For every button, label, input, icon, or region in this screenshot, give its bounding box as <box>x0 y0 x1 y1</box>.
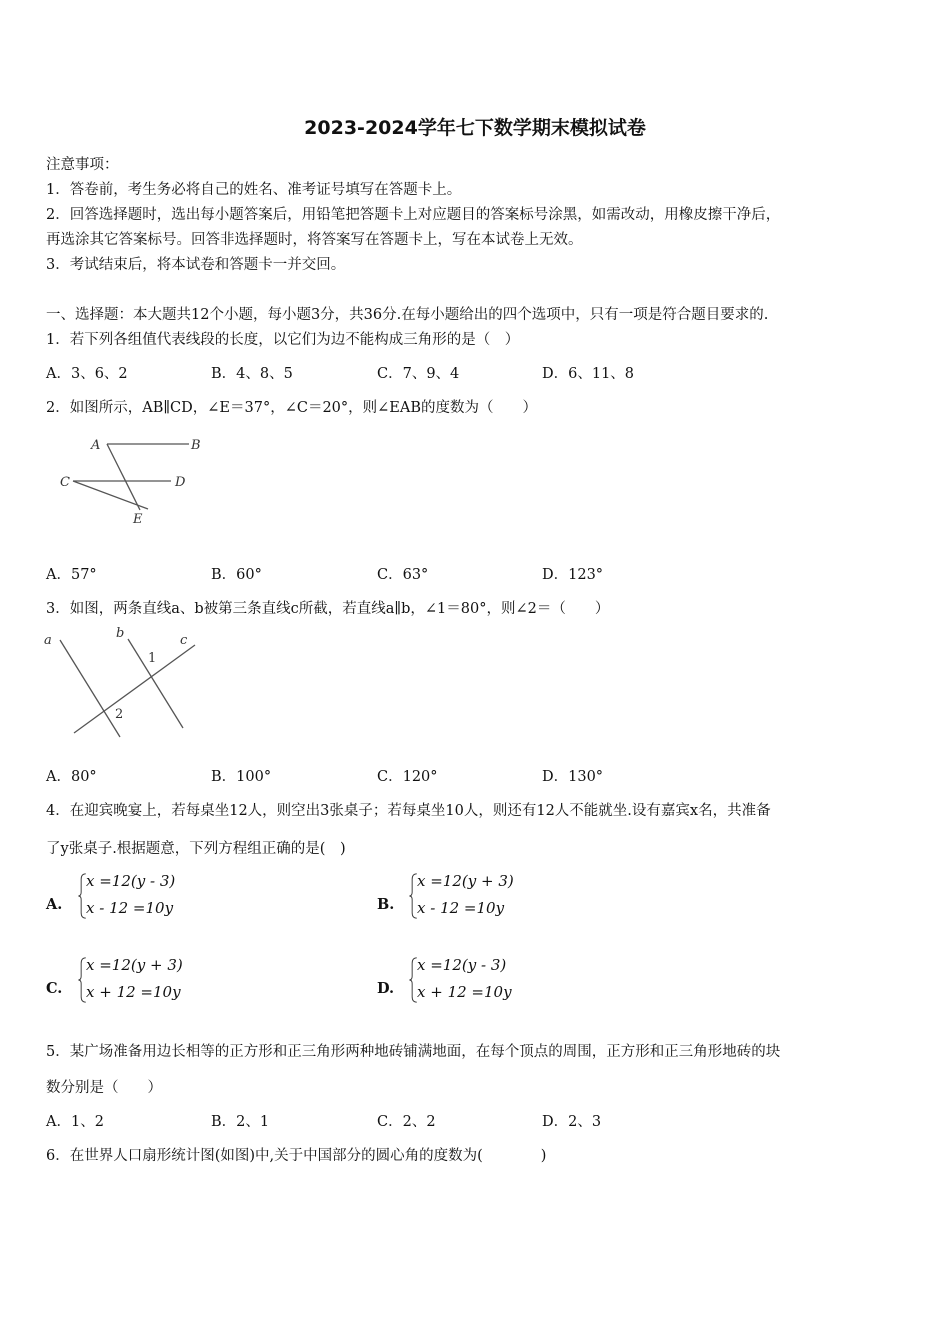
q5-option-a[interactable]: A．1、2 <box>46 1114 104 1130</box>
q4-a-equation-2: x - 12 =10y <box>86 899 174 917</box>
q2-label-c: C <box>60 475 70 490</box>
question-5-stem: 5．某广场准备用边长相等的正方形和正三角形两种地砖铺满地面，在每个顶点的周围，正方形和正三角形地砖的块 <box>46 1044 781 1060</box>
notice-heading: 注意事项： <box>46 157 119 173</box>
q4-option-b-label[interactable]: B. <box>377 896 395 913</box>
q4-b-equation-1: x =12(y + 3) <box>417 872 514 890</box>
q3-label-c: c <box>180 633 188 648</box>
q2-label-a: A <box>91 438 101 453</box>
q2-label-d: D <box>175 475 186 490</box>
q3-label-b: b <box>116 626 125 641</box>
q4-option-d-system[interactable] <box>409 956 569 1008</box>
q5-option-d[interactable]: D．2、3 <box>542 1114 602 1130</box>
q4-a-equation-1: x =12(y - 3) <box>86 872 176 890</box>
q4-option-a-system[interactable] <box>78 872 238 924</box>
q1-option-c[interactable]: C．7、9、4 <box>377 366 460 382</box>
q4-c-equation-1: x =12(y + 3) <box>86 956 183 974</box>
q2-option-d[interactable]: D．123° <box>542 567 604 583</box>
q3-label-angle-2: 2 <box>115 707 124 722</box>
q2-option-b[interactable]: B．60° <box>211 567 262 583</box>
q3-label-angle-1: 1 <box>148 651 157 666</box>
section-heading: 一、选择题：本大题共12个小题，每小题3分，共36分.在每小题给出的四个选项中，只有一项是符合题目要求的. <box>46 307 769 323</box>
q3-option-a[interactable]: A．80° <box>46 769 97 785</box>
q5-option-c[interactable]: C．2、2 <box>377 1114 436 1130</box>
q5-option-b[interactable]: B．2、1 <box>211 1114 270 1130</box>
question-4-stem-cont: 了y张桌子.根据题意，下列方程组正确的是( ) <box>46 841 346 857</box>
notice-item: 再选涂其它答案标号。回答非选择题时，将答案写在答题卡上，写在本试卷上无效。 <box>46 232 583 248</box>
question-4-stem: 4．在迎宾晚宴上，若每桌坐12人，则空出3张桌子；若每桌坐10人，则还有12人不能就坐.设有嘉宾x名，共准备 <box>46 803 771 819</box>
q3-option-d[interactable]: D．130° <box>542 769 604 785</box>
question-6-stem: 6．在世界人口扇形统计图(如图)中,关于中国部分的圆心角的度数为( ) <box>46 1148 547 1164</box>
q3-label-a: a <box>44 633 52 648</box>
q4-d-equation-2: x + 12 =10y <box>417 983 512 1001</box>
q2-label-b: B <box>191 438 201 453</box>
q4-c-equation-2: x + 12 =10y <box>86 983 181 1001</box>
question-2-stem: 2．如图所示，AB∥CD，∠E＝37°，∠C＝20°，则∠EAB的度数为（ ） <box>46 400 538 416</box>
notice-item: 3．考试结束后，将本试卷和答题卡一并交回。 <box>46 257 346 273</box>
exam-title: 2023-2024学年七下数学期末模拟试卷 <box>304 117 646 139</box>
q1-option-b[interactable]: B．4、8、5 <box>211 366 293 382</box>
q2-parallel-lines-figure <box>55 430 215 530</box>
question-1-stem: 1．若下列各组值代表线段的长度，以它们为边不能构成三角形的是（ ） <box>46 332 520 348</box>
q3-option-b[interactable]: B．100° <box>211 769 272 785</box>
q3-option-c[interactable]: C．120° <box>377 769 438 785</box>
q4-d-equation-1: x =12(y - 3) <box>417 956 507 974</box>
q1-option-a[interactable]: A．3、6、2 <box>46 366 128 382</box>
notice-item: 1．答卷前，考生务必将自己的姓名、准考证号填写在答题卡上。 <box>46 182 462 198</box>
q4-option-b-system[interactable] <box>409 872 569 924</box>
q2-option-a[interactable]: A．57° <box>46 567 97 583</box>
q2-label-e: E <box>133 512 143 527</box>
question-5-stem-cont: 数分别是（ ） <box>46 1080 162 1096</box>
q1-option-d[interactable]: D．6、11、8 <box>542 366 635 382</box>
q4-option-a-label[interactable]: A. <box>46 896 63 913</box>
q2-option-c[interactable]: C．63° <box>377 567 429 583</box>
q3-transversal-figure <box>40 625 210 745</box>
q4-option-c-label[interactable]: C. <box>46 980 63 997</box>
q4-option-c-system[interactable] <box>78 956 238 1008</box>
question-3-stem: 3．如图，两条直线a、b被第三条直线c所截，若直线a∥b，∠1＝80°，则∠2＝（ ） <box>46 601 610 617</box>
q4-option-d-label[interactable]: D. <box>377 980 395 997</box>
q4-b-equation-2: x - 12 =10y <box>417 899 505 917</box>
notice-item: 2．回答选择题时，选出每小题答案后，用铅笔把答题卡上对应题目的答案标号涂黑，如需改动，用橡皮擦干净后， <box>46 207 781 223</box>
